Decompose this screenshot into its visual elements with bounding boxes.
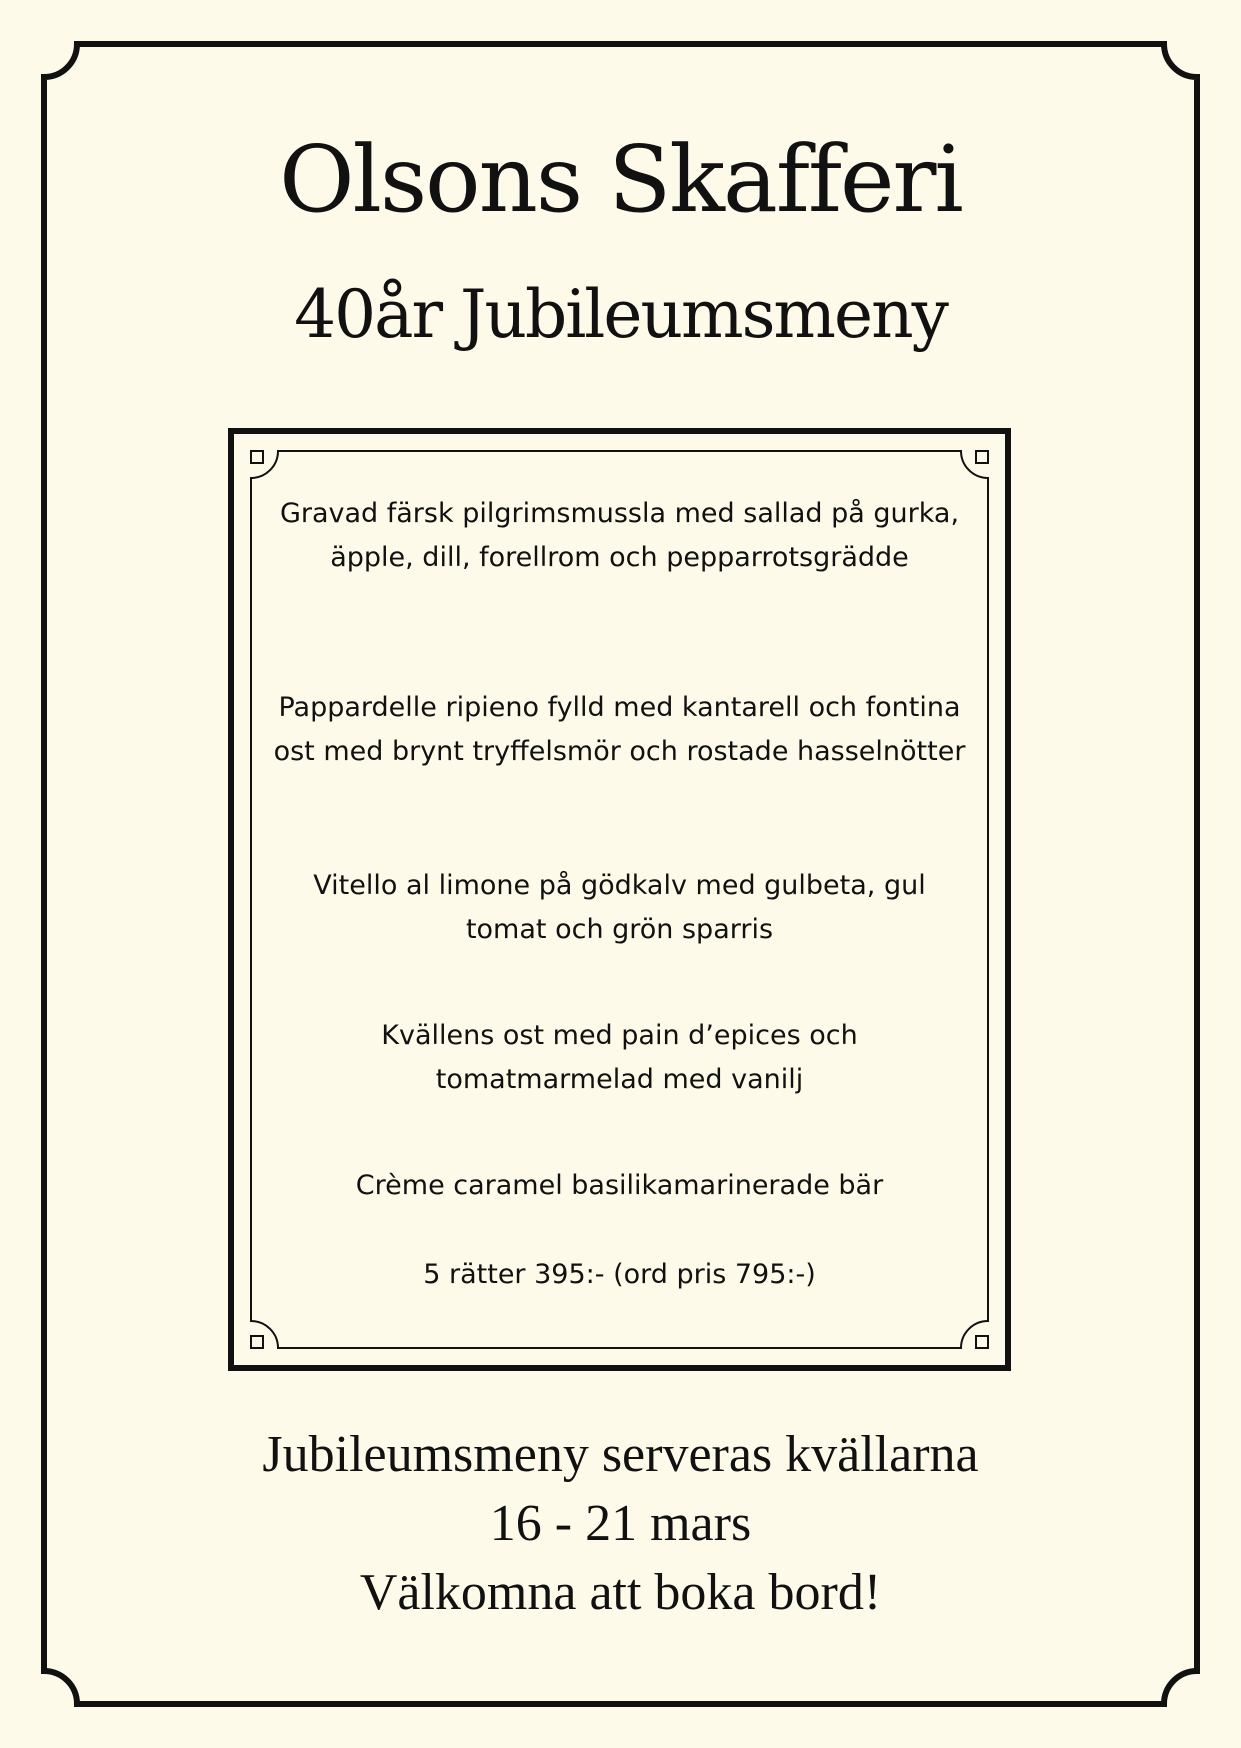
- booking-invitation: Välkomna att boka bord!: [359, 1564, 882, 1621]
- menu-subtitle: 40år Jubileumsmeny: [294, 276, 947, 353]
- menu-course-5: Crème caramel basilikamarinerade bär: [355, 1170, 884, 1201]
- menu-price: 5 rätter 395:- (ord pris 795:-): [423, 1259, 816, 1290]
- date-range: 16 - 21 mars: [489, 1495, 752, 1552]
- footer-announcement: [0, 1420, 1241, 1627]
- serving-dates-line: Jubileumsmeny serveras kvällarna: [262, 1426, 979, 1483]
- menu-course-4: Kvällens ost med pain d’epices och tomatmarmelad med vanilj: [381, 1020, 858, 1095]
- menu-course-1: Gravad färsk pilgrimsmussla med sallad på gurka, äpple, dill, forellrom och pepparrotsgrädde: [279, 498, 960, 573]
- menu-course-2: Pappardelle ripieno fylld med kantarell och fontina ost med brynt tryffelsmör och rostade hasselnötter: [273, 692, 966, 767]
- menu-course-3: Vitello al limone på gödkalv med gulbeta, gul tomat och grön sparris: [313, 870, 926, 945]
- restaurant-name: Olsons Skafferi: [279, 126, 962, 233]
